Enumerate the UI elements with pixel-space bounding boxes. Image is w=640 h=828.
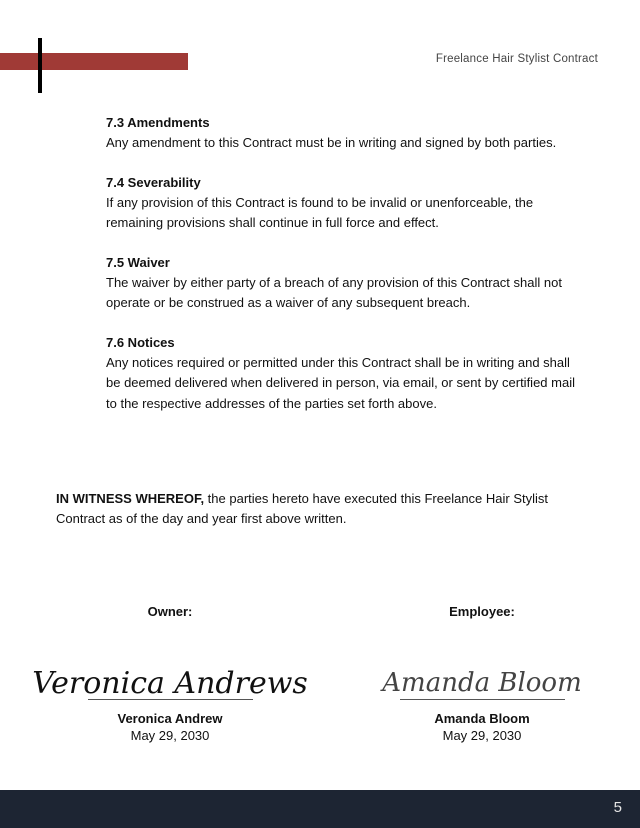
section-body: Any amendment to this Contract must be in writing and signed by both parties. xyxy=(106,135,557,150)
employee-signature-text: Amanda Bloom xyxy=(382,668,582,698)
owner-signature-block xyxy=(32,603,308,745)
witness-text: the parties hereto have executed this Freelance Hair Stylist Contract as of the day and year first above written. xyxy=(56,491,549,527)
section-body: The waiver by either party of a breach of any provision of this Contract shall not operate or be construed as a waiver of any subsequent breach. xyxy=(106,274,562,311)
employee-role-label: Employee: xyxy=(449,604,515,619)
section-amendments xyxy=(106,113,586,153)
section-heading: 7.5 Waiver xyxy=(106,254,170,270)
witness-lead: IN WITNESS WHEREOF, xyxy=(56,491,205,506)
employee-signature xyxy=(362,623,602,699)
section-severability xyxy=(106,173,586,234)
owner-name: Veronica Andrew xyxy=(117,711,223,726)
header-vertical-bar xyxy=(38,38,42,93)
employee-signature-block xyxy=(362,603,602,745)
employee-date: May 29, 2030 xyxy=(442,728,522,743)
witness-clause xyxy=(56,489,586,530)
employee-signature-line xyxy=(400,699,565,700)
page-number: 5 xyxy=(613,799,622,816)
owner-date: May 29, 2030 xyxy=(130,728,210,743)
page-footer xyxy=(0,790,640,828)
employee-name: Amanda Bloom xyxy=(434,711,530,726)
section-waiver xyxy=(106,253,586,314)
header-accent-bar xyxy=(0,53,188,70)
section-body: Any notices required or permitted under this Contract shall be in writing and shall be deemed delivered when delivered in person, via email, or sent by certified mail to the respective addresses of the parties set forth above. xyxy=(106,354,575,411)
section-body: If any provision of this Contract is found to be invalid or unenforceable, the remaining provisions shall continue in full force and effect. xyxy=(106,194,534,231)
section-heading: 7.6 Notices xyxy=(106,334,175,350)
owner-role-label: Owner: xyxy=(147,604,193,619)
document-title: Freelance Hair Stylist Contract xyxy=(435,53,598,65)
section-notices xyxy=(106,333,586,414)
section-heading: 7.3 Amendments xyxy=(106,115,210,130)
contract-sections xyxy=(106,113,586,433)
owner-signature-text: Veronica Andrews xyxy=(32,666,308,701)
section-heading: 7.4 Severability xyxy=(106,174,201,190)
owner-signature xyxy=(32,623,308,701)
